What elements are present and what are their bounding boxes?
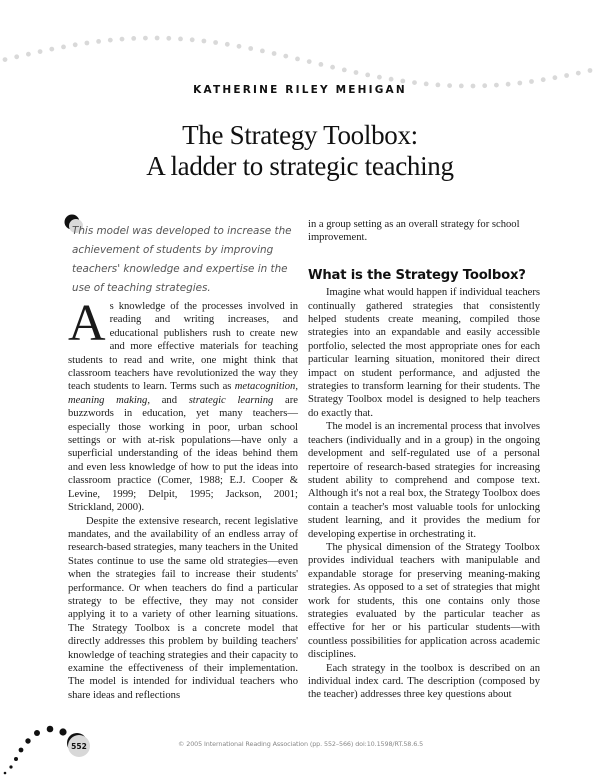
title-line-2: A ladder to strategic teaching [146,151,454,181]
paragraph-1: As knowledge of the processes involved in reading and writing increases, and educational publishers rush to create new and more effective materials for teaching students to read and write, one might think that classroom teachers have revolutionized the way they teach students to learn. Terms such as metacognition, meaning making, and strategic learning are buzzwords in education, yet many teachers—especially those working in poor, urban school settings or with at-risk populations—have only a superficial understanding of the ideas behind them and even less knowledge of how to put the ideas into classroom practice (Comer, 1988; E.J. Cooper & Levine, 1999; Delpit, 1995; Jackson, 2001; Strickland, 2000). [68,295,298,514]
paragraph-4: The model is an incremental process that involves teachers (individually and in a group) in the ongoing development and self-regulated use of a personal repertoire of research-based strategies for increasing student ability to comprehend and compose text. Although it's not a real box, the Strategy Toolbox does contain a teacher's most valuable tools for unlocking student learning, and it provides the medium for developing expertise in orchestrating it. [308,421,540,540]
paragraph-3: Imagine what would happen if individual teachers continually gathered strategies that consistently helped students create meaning, compiled those strategies into an expandable and easily accessible portfolio, selected the most appropriate ones for each particular learning situation, monitored their direct impact on student performance, and adjusted the strategies to transform learning for their students. The Strategy Toolbox model is designed to help teachers do exactly that. [308,287,540,419]
author-name: KATHERINE RILEY MEHIGAN [193,84,407,96]
paragraph-continued: in a group setting as an overall strategy for school improvement. [308,219,520,244]
article-title [0,120,600,182]
paragraph-6: Each strategy in the toolbox is described on an individual index card. The description (composed by the teacher) addresses three key questions about [308,662,540,701]
right-column [308,218,540,702]
drop-cap: A [68,295,106,352]
pullquote: This model was developed to increase the achievement of students by improving teachers' knowledge and expertise in the use of teaching strategies. [72,225,292,294]
paragraph-5: The physical dimension of the Strategy Toolbox provides individual teachers with manipulable and expandable storage for preserving meaning-making strategies. As opposed to a set of strategies that might work for students, this one contains only those strategies evaluated by the particular teacher as effective for her or his particular students—with countless possibilities for application across academic disciplines. [308,541,540,661]
title-line-1: The Strategy Toolbox: [182,120,418,150]
left-column [68,295,298,702]
paragraph-2: Despite the extensive research, recent legislative mandates, and the availability of an endless array of research-based strategies, many teachers in the United States continue to use the same old strategies—even when the strategies fail to increase their students' performance. Or when teachers do find a particular strategy to be effective, they may not consider applying it to a variety of other learning situations. The Strategy Toolbox is a concrete model that directly addresses this problem by building teachers' knowledge of teaching strategies and their capacity to examine the effectiveness of their implementation. The model is intended for individual teachers who share ideas and reflections [68,515,298,701]
section-heading: What is the Strategy Toolbox? [308,267,526,283]
page-number: 552 [68,735,90,757]
copyright-notice: © 2005 International Reading Association (pp. 552–566) doi:10.1598/RT.58.6.5 [178,740,424,748]
